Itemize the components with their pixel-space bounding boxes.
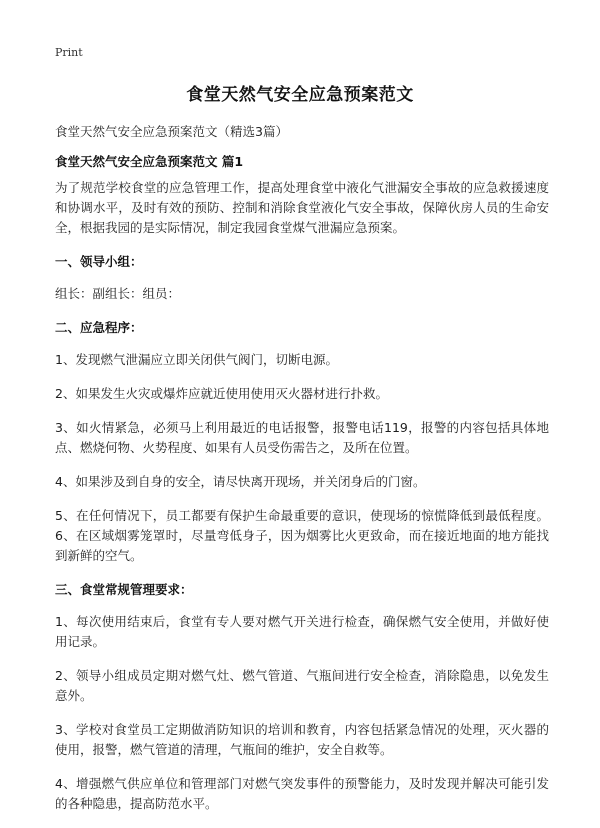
page-title: 食堂天然气安全应急预案范文 <box>186 85 414 105</box>
procedure-item-2: 2、如果发生火灾或爆炸应就近使用使用灭火器材进行扑救。 <box>55 386 388 401</box>
requirement-item-4: 4、增强燃气供应单位和管理部门对燃气突发事件的预警能力，及时发现并解决可能引发的各种隐患，提高防范水平。 <box>55 776 549 811</box>
requirement-item-3: 3、学校对食堂员工定期做消防知识的培训和教育，内容包括紧急情况的处理，灭火器的使用，报警，燃气管道的清理，气瓶间的维护，安全自救等。 <box>55 722 549 757</box>
heading-management-requirements: 三、食堂常规管理要求： <box>55 582 193 597</box>
subtitle: 食堂天然气安全应急预案范文（精选3篇） <box>55 124 288 139</box>
intro-paragraph: 为了规范学校食堂的应急管理工作，提高处理食堂中液化气泄漏安全事故的应急救援速度和协调水平，及时有效的预防、控制和消除食堂液化气安全事故，保障伙房人员的生命安全，根据我园的是实际情况，制定我园食堂煤气泄漏应急预案。 <box>55 180 549 235</box>
procedure-item-3: 3、如火情紧急，必须马上利用最近的电话报警，报警电话119，报警的内容包括具体地点、燃烧何物、火势程度、如果有人员受伤需告之，及所在位置。 <box>55 420 549 455</box>
leaders-paragraph: 组长：副组长：组员： <box>55 286 181 301</box>
document-body <box>55 178 549 828</box>
heading-emergency-procedure: 二、应急程序： <box>55 320 143 335</box>
procedure-item-1: 1、发现燃气泄漏应立即关闭供气阀门，切断电源。 <box>55 352 338 367</box>
heading-leadership: 一、领导小组： <box>55 254 143 269</box>
procedure-item-4: 4、如果涉及到自身的安全，请尽快离开现场，并关闭身后的门窗。 <box>55 474 426 489</box>
requirement-item-1: 1、每次使用结束后，食堂有专人要对燃气开关进行检查，确保燃气安全使用，并做好使用记录。 <box>55 614 549 649</box>
requirement-item-2: 2、领导小组成员定期对燃气灶、燃气管道、气瓶间进行安全检查，消除隐患，以免发生意外。 <box>55 668 549 703</box>
procedure-item-5: 5、在任何情况下，员工都要有保护生命最重要的意识，使现场的惊慌降低到最低程度。6、在区域烟雾笼罩时，尽量弯低身子，因为烟雾比火更致命，而在接近地面的地方能找到新鲜的空气。 <box>55 508 549 563</box>
section-title: 食堂天然气安全应急预案范文 篇1 <box>55 154 244 169</box>
print-label: Print <box>55 46 83 59</box>
